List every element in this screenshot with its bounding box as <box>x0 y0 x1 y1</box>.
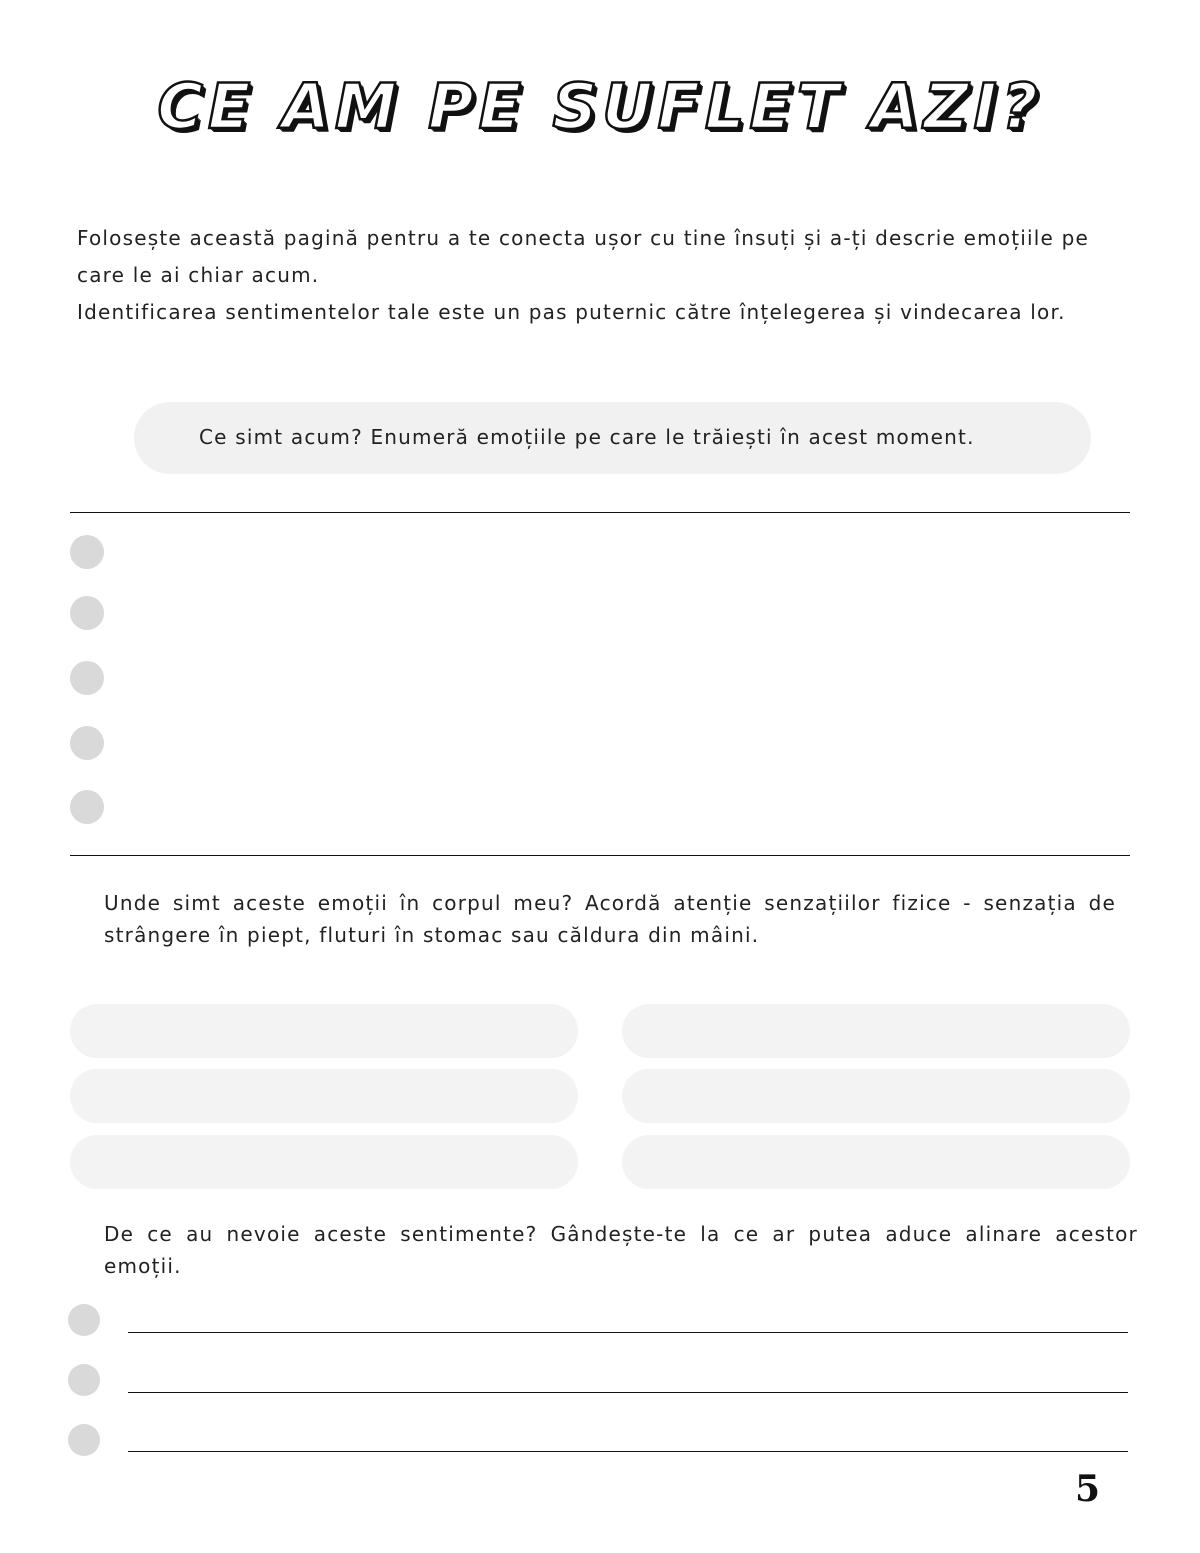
intro-line-2: Identificarea sentimentelor tale este un pas puternic către înțelegerea și vindecarea lor. <box>77 300 1066 324</box>
needs-write-line-3[interactable] <box>128 1451 1128 1452</box>
body-prompt-text: Unde simt aceste emoții în corpul meu? Acordă atenție senzațiilor fizice - senzația de strângere în piept, fluturi în stomac sau căldura din mâini. <box>104 891 1116 947</box>
section-divider-bottom <box>70 855 1130 856</box>
needs-bullet-1 <box>68 1304 100 1336</box>
needs-bullet-2 <box>68 1364 100 1396</box>
emotions-prompt-text: Ce simt acum? Enumeră emoțiile pe care le trăiești în acest moment. <box>199 425 975 449</box>
intro-text <box>77 220 1137 331</box>
emotion-bullet-1[interactable] <box>70 535 104 569</box>
body-field-right-1[interactable] <box>622 1004 1130 1058</box>
body-field-right-3[interactable] <box>622 1135 1130 1189</box>
body-field-left-2[interactable] <box>70 1069 578 1123</box>
body-field-left-3[interactable] <box>70 1135 578 1189</box>
needs-bullet-3 <box>68 1424 100 1456</box>
emotion-bullet-5[interactable] <box>70 790 104 824</box>
emotions-prompt-box <box>134 402 1091 474</box>
emotion-bullet-3[interactable] <box>70 661 104 695</box>
needs-write-line-2[interactable] <box>128 1392 1128 1393</box>
emotion-bullet-2[interactable] <box>70 596 104 630</box>
emotion-bullet-4[interactable] <box>70 726 104 760</box>
needs-write-line-1[interactable] <box>128 1332 1128 1333</box>
needs-prompt-text: De ce au nevoie aceste sentimente? Gândește-te la ce ar putea aduce alinare acestor emoții. <box>104 1222 1138 1278</box>
section-divider-top <box>70 512 1130 513</box>
page-number: 5 <box>1074 1468 1100 1510</box>
intro-line-1: Folosește această pagină pentru a te conecta ușor cu tine însuți și a-ți descrie emoțiile pe care le ai chiar acum. <box>77 226 1089 287</box>
page-title: CE AM PE SUFLET AZI? <box>157 70 1043 143</box>
body-field-right-2[interactable] <box>622 1069 1130 1123</box>
body-field-left-1[interactable] <box>70 1004 578 1058</box>
